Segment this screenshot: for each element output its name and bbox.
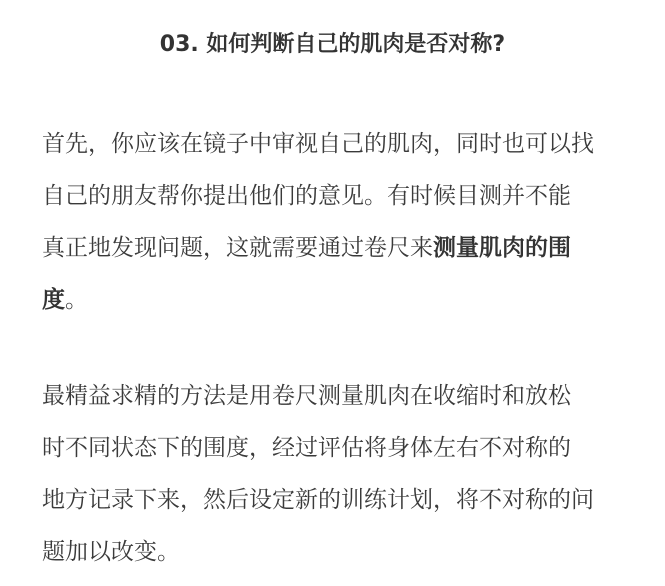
paragraph-2-line-3: 地方记录下来，然后设定新的训练计划，将不对称的问 — [42, 487, 594, 513]
section-heading: 03. 如何判断自己的肌肉是否对称? — [159, 32, 506, 57]
paragraph-2-line-1: 最精益求精的方法是用卷尺测量肌肉在收缩时和放松 — [42, 383, 571, 409]
paragraph-2-line-2: 时不同状态下的围度，经过评估将身体左右不对称的 — [42, 435, 571, 461]
paragraph-1-line-4-punct: 。 — [65, 287, 88, 313]
paragraph-1-line-2: 自己的朋友帮你提出他们的意见。有时候目测并不能 — [42, 183, 571, 209]
emphasis-measure-girth: 测量肌肉的围 — [433, 235, 571, 261]
paragraph-2 — [42, 370, 632, 578]
paragraph-2-line-4: 题加以改变。 — [42, 539, 180, 565]
paragraph-1-line-3-text: 真正地发现问题，这就需要通过卷尺来 — [42, 235, 433, 261]
paragraph-1-line-3 — [42, 222, 632, 274]
paragraph-1-line-4 — [42, 274, 632, 326]
paragraph-1-line-1: 首先，你应该在镜子中审视自己的肌肉，同时也可以找 — [42, 131, 594, 157]
emphasis-measure-girth-end: 度 — [42, 287, 65, 313]
paragraph-1 — [42, 118, 632, 326]
